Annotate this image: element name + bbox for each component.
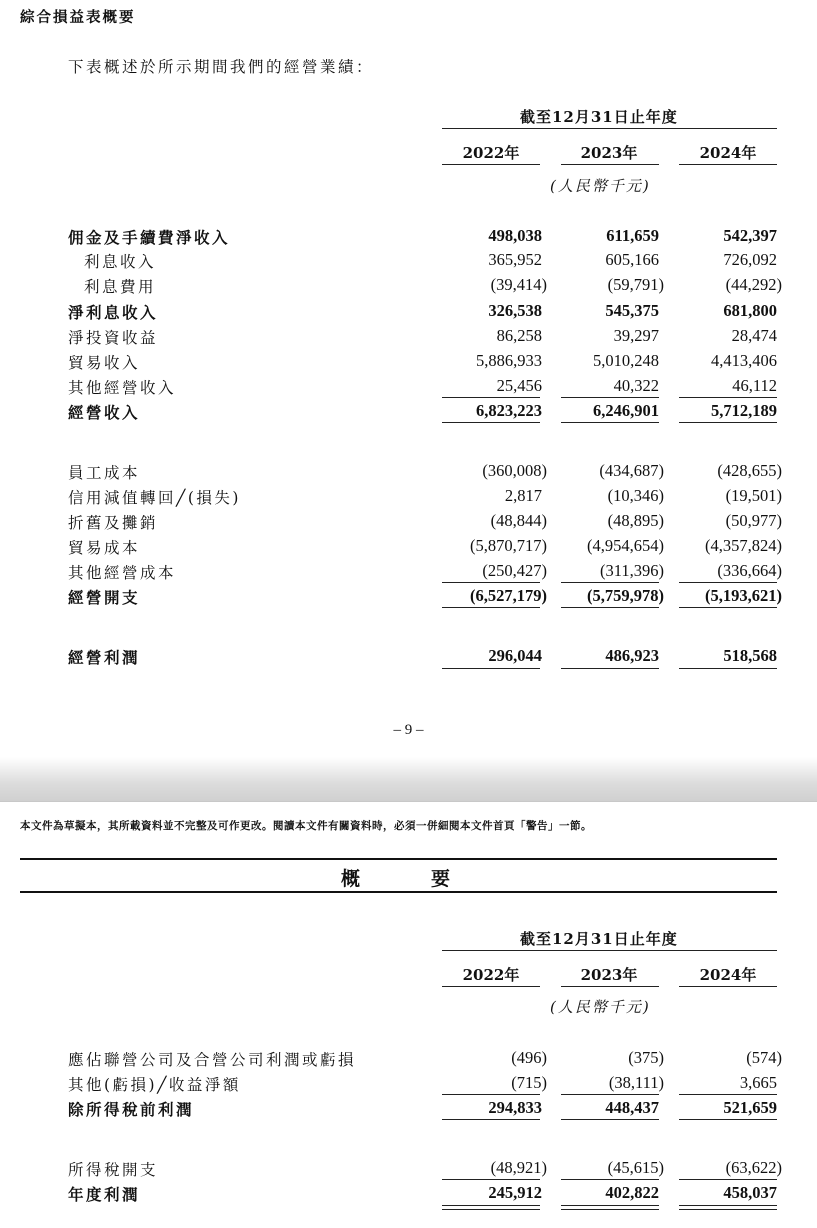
subtotal-rule — [561, 1094, 659, 1095]
subtotal-rule — [442, 1094, 540, 1095]
row-label: 利息費用 — [84, 278, 157, 296]
value-2022: 296,044 — [488, 646, 542, 665]
row-label: 員工成本 — [68, 464, 141, 482]
value-2023: (4,954,654) — [587, 536, 664, 555]
section-title: 綜合損益表概要 — [20, 9, 136, 26]
row-label: 信用減值轉回╱(損失) — [68, 489, 241, 507]
row-label: 佣金及手續費淨收入 — [68, 228, 231, 247]
year-underline — [561, 986, 659, 987]
year-header-2022: 2022年 — [462, 144, 520, 162]
value-2022: 365,952 — [488, 250, 542, 269]
value-2023: (45,615) — [607, 1158, 664, 1177]
value-2023: 6,246,901 — [593, 401, 659, 420]
value-2024: 518,568 — [723, 646, 777, 665]
unit-label: (人民幣千元) — [550, 998, 651, 1016]
row-label: 其他(虧損)╱收益淨額 — [68, 1076, 241, 1094]
row-label: 經營收入 — [68, 403, 141, 422]
value-2023: (434,687) — [599, 461, 664, 480]
draft-notice: 本文件為草擬本，其所載資料並不完整及可作更改。閱讀本文件有關資料時，必須一併細閱本文件首頁「警告」一節。 — [20, 820, 592, 832]
total-rule — [679, 668, 777, 669]
value-2024: 46,112 — [732, 376, 777, 395]
year-header-2023: 2023年 — [580, 966, 638, 984]
total-rule — [442, 422, 540, 423]
subtotal-rule — [442, 582, 540, 583]
total-rule — [561, 1119, 659, 1120]
value-2023: (10,346) — [607, 486, 664, 505]
value-2024: 458,037 — [723, 1183, 777, 1202]
value-2024: 3,665 — [739, 1073, 777, 1092]
value-2022: 5,886,933 — [476, 351, 542, 370]
value-2023: 605,166 — [605, 250, 659, 269]
value-2023: (5,759,978) — [587, 586, 664, 605]
intro-text: 下表概述於所示期間我們的經營業績： — [68, 58, 375, 76]
double-underline — [561, 1205, 659, 1210]
value-2023: 39,297 — [613, 326, 659, 345]
value-2022: 25,456 — [496, 376, 542, 395]
year-underline — [561, 164, 659, 165]
value-2022: (5,870,717) — [470, 536, 547, 555]
total-rule — [679, 422, 777, 423]
value-2023: (59,791) — [607, 275, 664, 294]
value-2024: (574) — [746, 1048, 782, 1067]
value-2023: 545,375 — [605, 301, 659, 320]
value-2022: 2,817 — [504, 486, 542, 505]
value-2024: (428,655) — [717, 461, 782, 480]
value-2022: 6,823,223 — [476, 401, 542, 420]
row-label: 貿易收入 — [68, 354, 141, 372]
value-2023: 40,322 — [613, 376, 659, 395]
value-2022: 498,038 — [488, 226, 542, 245]
subtotal-rule — [679, 582, 777, 583]
year-underline — [442, 986, 540, 987]
value-2023: 611,659 — [606, 226, 659, 245]
subtotal-rule — [679, 397, 777, 398]
total-rule — [561, 607, 659, 608]
value-2024: 28,474 — [731, 326, 777, 345]
row-label: 經營開支 — [68, 588, 141, 607]
total-rule — [442, 668, 540, 669]
value-2024: 4,413,406 — [711, 351, 777, 370]
total-rule — [442, 1119, 540, 1120]
value-2022: 326,538 — [488, 301, 542, 320]
year-header-2024: 2024年 — [699, 144, 757, 162]
value-2022: (250,427) — [482, 561, 547, 580]
page-title: 概 要 — [340, 868, 476, 890]
year-underline — [679, 164, 777, 165]
value-2024: (4,357,824) — [705, 536, 782, 555]
value-2023: (38,111) — [608, 1073, 664, 1092]
year-underline — [442, 164, 540, 165]
period-header: 截至12月31日止年度 — [520, 108, 678, 126]
value-2024: 726,092 — [723, 250, 777, 269]
value-2023: 5,010,248 — [593, 351, 659, 370]
value-2024: 681,800 — [723, 301, 777, 320]
row-label: 應佔聯營公司及合營公司利潤或虧損 — [68, 1051, 357, 1069]
title-rule-top — [20, 858, 777, 860]
title-rule-bottom — [20, 891, 777, 893]
year-underline — [679, 986, 777, 987]
value-2024: (44,292) — [725, 275, 782, 294]
row-label: 其他經營收入 — [68, 379, 177, 397]
value-2023: (311,396) — [599, 561, 664, 580]
year-header-2022: 2022年 — [462, 966, 520, 984]
row-label: 淨投資收益 — [68, 329, 159, 347]
value-2022: (496) — [511, 1048, 547, 1067]
row-label: 年度利潤 — [68, 1185, 141, 1204]
double-underline — [442, 1205, 540, 1210]
row-label: 其他經營成本 — [68, 564, 177, 582]
value-2024: (19,501) — [725, 486, 782, 505]
value-2022: 245,912 — [488, 1183, 542, 1202]
total-rule — [442, 607, 540, 608]
value-2022: (48,921) — [490, 1158, 547, 1177]
value-2023: (375) — [628, 1048, 664, 1067]
row-label: 淨利息收入 — [68, 303, 159, 322]
value-2024: (336,664) — [717, 561, 782, 580]
value-2022: (48,844) — [490, 511, 547, 530]
subtotal-rule — [561, 1179, 659, 1180]
row-label: 所得稅開支 — [68, 1161, 159, 1179]
subtotal-rule — [442, 397, 540, 398]
value-2023: 402,822 — [605, 1183, 659, 1202]
value-2024: (50,977) — [725, 511, 782, 530]
period-underline — [442, 128, 777, 129]
subtotal-rule — [679, 1094, 777, 1095]
row-label: 利息收入 — [84, 253, 157, 271]
subtotal-rule — [442, 1179, 540, 1180]
subtotal-rule — [561, 582, 659, 583]
total-rule — [561, 668, 659, 669]
value-2024: (5,193,621) — [705, 586, 782, 605]
subtotal-rule — [679, 1179, 777, 1180]
value-2022: (39,414) — [490, 275, 547, 294]
value-2023: (48,895) — [607, 511, 664, 530]
total-rule — [679, 1119, 777, 1120]
value-2022: (6,527,179) — [470, 586, 547, 605]
row-label: 經營利潤 — [68, 648, 141, 667]
total-rule — [679, 607, 777, 608]
page-number: – 9 – — [393, 722, 424, 738]
row-label: 除所得稅前利潤 — [68, 1100, 195, 1119]
page-divider — [0, 757, 817, 802]
double-underline — [679, 1205, 777, 1210]
value-2024: 5,712,189 — [711, 401, 777, 420]
value-2024: (63,622) — [725, 1158, 782, 1177]
row-label: 貿易成本 — [68, 539, 141, 557]
unit-label: (人民幣千元) — [550, 177, 651, 195]
value-2023: 448,437 — [605, 1098, 659, 1117]
year-header-2023: 2023年 — [580, 144, 638, 162]
value-2022: (715) — [511, 1073, 547, 1092]
value-2023: 486,923 — [605, 646, 659, 665]
value-2024: 521,659 — [723, 1098, 777, 1117]
period-underline — [442, 950, 777, 951]
value-2022: 86,258 — [496, 326, 542, 345]
value-2022: 294,833 — [488, 1098, 542, 1117]
row-label: 折舊及攤銷 — [68, 514, 159, 532]
subtotal-rule — [561, 397, 659, 398]
value-2022: (360,008) — [482, 461, 547, 480]
total-rule — [561, 422, 659, 423]
value-2024: 542,397 — [723, 226, 777, 245]
period-header: 截至12月31日止年度 — [520, 930, 678, 948]
year-header-2024: 2024年 — [699, 966, 757, 984]
